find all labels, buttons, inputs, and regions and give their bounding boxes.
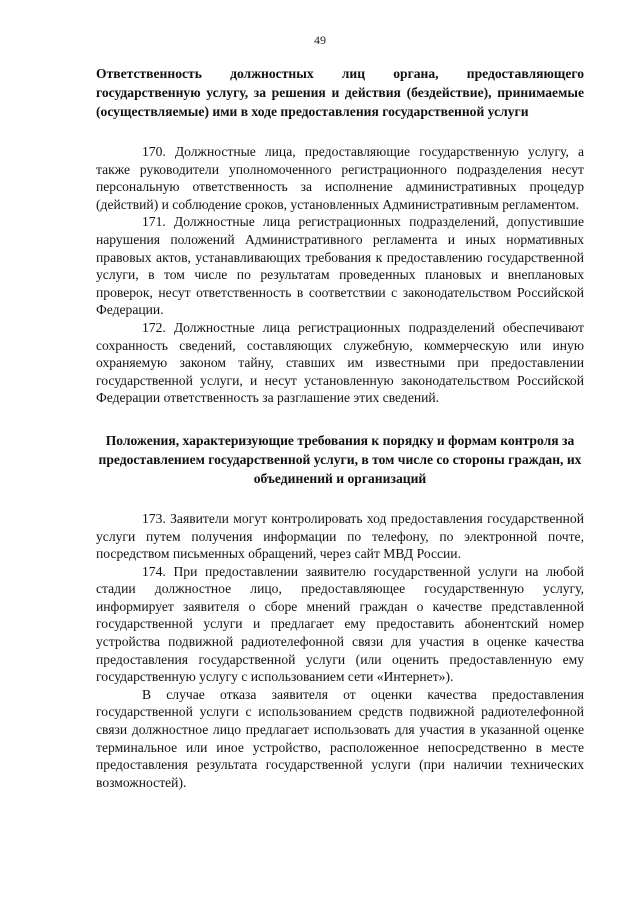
- section-heading-control: Положения, характеризующие требования к порядку и формам контроля за предоставлением государственной услуги, в том числе со стороны граждан, их объединений и организаций: [98, 432, 582, 486]
- spacer: [96, 121, 584, 143]
- spacer: [96, 488, 584, 510]
- section-control: [96, 431, 584, 792]
- spacer: [96, 407, 584, 431]
- paragraph-170: 170. Должностные лица, предоставляющие государственную услугу, а также руководители уполномоченного регистрационного подразделения несут персональную ответственность за исполнение административных процедур (действий) и соблюдение сроков, установленных Административным регламентом.: [96, 144, 584, 212]
- paragraph-174: 174. При предоставлении заявителю государственной услуги на любой стадии должностное лицо, предоставляющее государственную услугу, информирует заявителя о сборе мнений граждан о качестве представленной государственной услуги и предлагает ему предоставить абонентский номер устройства подвижной радиотелефонной связи для участия в оценке качества предоставления государственной услуги (или оценить предоставленную ему государственную услугу с использованием сети «Интернет»).: [96, 563, 584, 685]
- paragraph-171: 171. Должностные лица регистрационных подразделений, допустившие нарушения положений Административного регламента и иных нормативных правовых актов, устанавливающих требования к предоставлению государственной услуги, в том числе по результатам проведенных плановых и внеплановых проверок, несут ответственность в соответствии с законодательством Российской Федерации.: [96, 214, 584, 318]
- document-body: [96, 64, 584, 791]
- section-heading-responsibility: Ответственность должностных лиц органа, предоставляющего государственную услугу, за решения и действия (бездействие), принимаемые (осуществляемые) ими в ходе предоставления государственной услуги: [96, 66, 584, 119]
- paragraph-173: 173. Заявители могут контролировать ход предоставления государственной услуги путем получения информации по телефону, по электронной почте, посредством письменных обращений, через сайт МВД России.: [96, 510, 584, 562]
- paragraph-refusal: В случае отказа заявителя от оценки качества предоставления государственной услуги с использованием средств подвижной радиотелефонной связи должностное лицо предлагает использовать для участия в указанной оценке терминальное или иное устройство, расположенное непосредственно в месте предоставления результата государственной услуги (при наличии технических возможностей).: [96, 686, 584, 790]
- page-number: 49: [314, 33, 326, 47]
- section-responsibility: [96, 64, 584, 407]
- paragraph-172: 172. Должностные лица регистрационных подразделений обеспечивают сохранность сведений, составляющих служебную, коммерческую или иную охраняемую законом тайну, ставших им известными при предоставлении государственной услуги, и несут установленную законодательством Российской Федерации ответственность за разглашение этих сведений.: [96, 319, 584, 406]
